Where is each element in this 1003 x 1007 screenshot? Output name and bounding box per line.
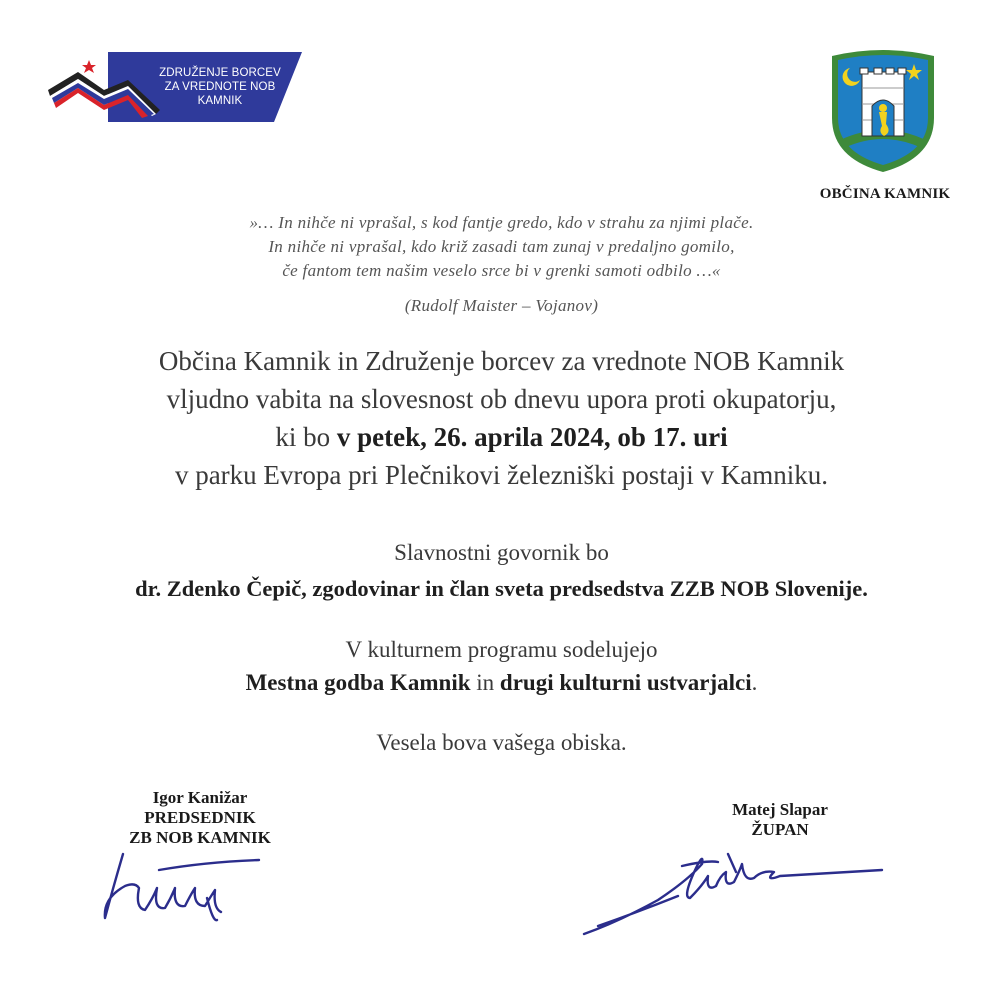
right-signatory	[680, 800, 880, 840]
quote-line-1: »… In nihče ni vprašal, s kod fantje gredo, kdo v strahu za njimi plače.	[249, 213, 754, 232]
zb-logo-line-3: KAMNIK	[197, 95, 243, 107]
invitation-location: v parku Evropa pri Plečnikovi železniški postaji v Kamniku.	[174, 460, 829, 490]
speaker-name: dr. Zdenko Čepič, zgodovinar in član sveta predsedstva ZZB NOB Slovenije.	[135, 576, 868, 601]
kamnik-coat-of-arms	[824, 48, 942, 174]
quote-line-2: In nihče ni vprašal, kdo križ zasadi tam zunaj v predaljno gomilo,	[268, 237, 735, 256]
crest-caption: OBČINA KAMNIK	[819, 186, 951, 202]
invitation-line-2: vljudno vabita na slovesnost ob dnevu upora proti okupatorju,	[166, 384, 837, 414]
performer-2: drugi kulturni ustvarjalci	[499, 670, 752, 695]
culture-connector: in	[470, 670, 500, 695]
zb-logo-line-2: ZA VREDNOTE NOB	[164, 81, 276, 93]
right-handwritten-signature	[578, 842, 888, 942]
right-signatory-name: Matej Slapar	[732, 800, 828, 819]
left-signatory	[90, 788, 310, 848]
culture-end: .	[751, 670, 758, 695]
performer-1: Mestna godba Kamnik	[245, 670, 471, 695]
event-date-time: v petek, 26. aprila 2024, ob 17. uri	[336, 422, 728, 452]
right-signatory-title: ŽUPAN	[751, 820, 809, 839]
left-signatory-title: PREDSEDNIK	[144, 808, 256, 827]
culture-performers	[0, 668, 1003, 698]
speaker-intro: Slavnostni govornik bo	[394, 540, 609, 565]
quote-author: (Rudolf Maister – Vojanov)	[404, 296, 599, 315]
left-signatory-name: Igor Kanižar	[152, 788, 248, 807]
left-signatory-org: ZB NOB KAMNIK	[129, 828, 271, 847]
invitation-line-3-prefix: ki bo	[275, 422, 337, 452]
invitation-line-1: Občina Kamnik in Združenje borcev za vrednote NOB Kamnik	[158, 346, 845, 376]
zb-logo-text	[150, 66, 290, 108]
quote-line-3: če fantom tem našim veselo srce bi v grenki samoti odbilo …«	[282, 261, 721, 280]
left-handwritten-signature	[95, 848, 265, 924]
invitation-line-3	[0, 418, 1003, 456]
culture-intro: V kulturnem programu sodelujejo	[345, 637, 658, 662]
closing-line: Vesela bova vašega obiska.	[376, 730, 627, 755]
zb-logo-line-1: ZDRUŽENJE BORCEV	[159, 67, 281, 79]
